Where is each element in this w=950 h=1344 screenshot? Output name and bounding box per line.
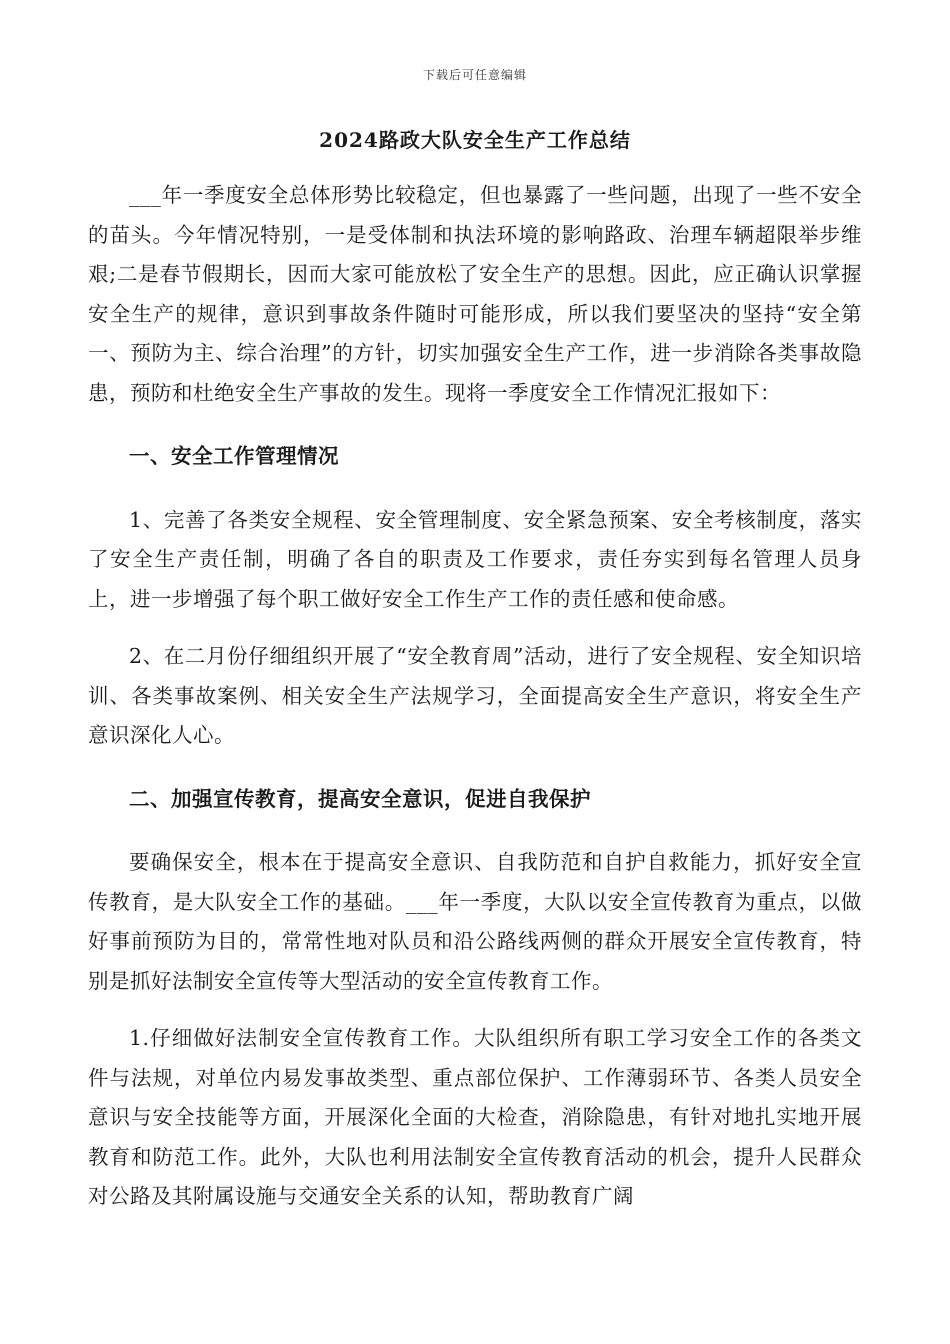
section-2-paragraph-2: 1.仔细做好法制安全宣传教育工作。大队组织所有职工学习安全工作的各类文件与法规，对单位内易发事故类型、重点部位保护、工作薄弱环节、各类人员安全意识与安全技能等方面，开展深化全面的大检查，消除隐患，有针对地扎实地开展教育和防范工作。此外，大队也利用法制安全宣传教育活动的机会，提升人民群众对公路及其附属设施与交通安全关系的认知，帮助教育广阔 [88, 1026, 862, 1208]
intro-paragraph: ___年一季度安全总体形势比较稳定，但也暴露了一些问题，出现了一些不安全的苗头。今年情况特别，一是受体制和执法环境的影响路政、治理车辆超限举步维艰;二是春节假期长，因而大家可能放松了安全生产的思想。因此，应正确认识掌握安全生产的规律，意识到事故条件随时可能形成，所以我们要坚决的坚持“安全第一、预防为主、综合治理”的方针，切实加强安全生产工作，进一步消除各类事故隐患，预防和杜绝安全生产事故的发生。现将一季度安全工作情况汇报如下： [88, 183, 862, 405]
header-note: 下载后可任意编辑 [422, 68, 527, 82]
section-1-paragraph-2: 2、在二月份仔细组织开展了“安全教育周”活动，进行了安全规程、安全知识培训、各类事故案例、相关安全生产法规学习，全面提高安全生产意识，将安全生产意识深化人心。 [88, 644, 862, 747]
section-2-heading: 二、加强宣传教育，提高安全意识，促进自我保护 [129, 786, 591, 811]
section-1-heading: 一、安全工作管理情况 [129, 444, 339, 468]
section-2-paragraph-1: 要确保安全，根本在于提高安全意识、自我防范和自护自救能力，抓好安全宣传教育，是大队安全工作的基础。___年一季度，大队以安全宣传教育为重点，以做好事前预防为目的，常常性地对队员和沿公路线两侧的群众开展安全宣传教育，特别是抓好法制安全宣传等大型活动的安全宣传教育工作。 [88, 850, 862, 993]
page-title: 2024路政大队安全生产工作总结 [319, 128, 631, 152]
section-1-paragraph-1: 1、完善了各类安全规程、安全管理制度、安全紧急预案、安全考核制度，落实了安全生产责任制，明确了各自的职责及工作要求，责任夯实到每名管理人员身上，进一步增强了每个职工做好安全工作生产工作的责任感和使命感。 [88, 507, 862, 611]
document-body [88, 176, 862, 1217]
